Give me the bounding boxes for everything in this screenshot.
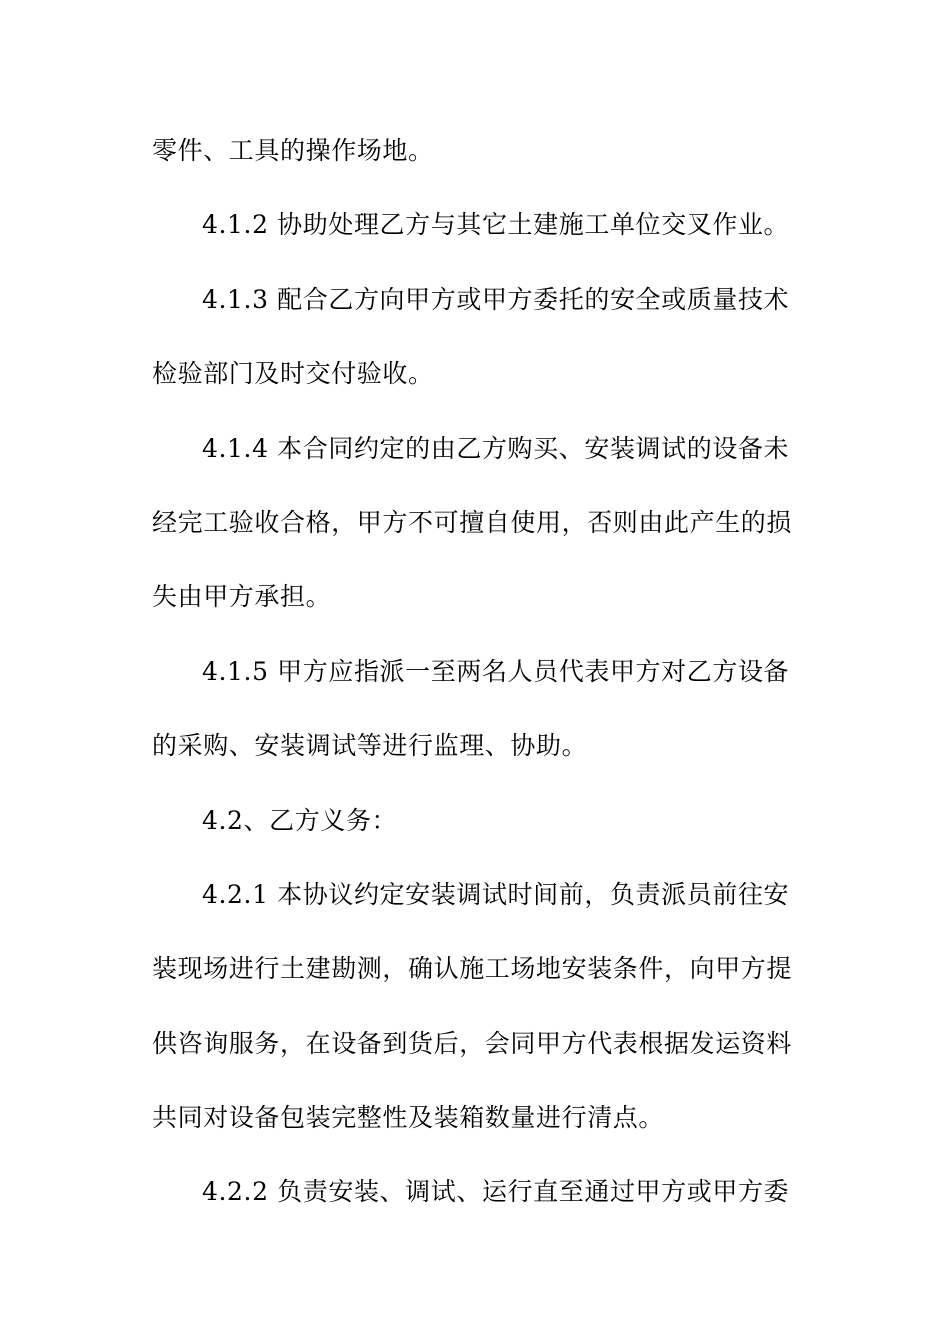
clause-4-1-4-end: 失由甲方承担。 bbox=[152, 582, 332, 612]
clause-4-2-1: 4.2.1 本协议约定安装调试时间前，负责派员前往安 bbox=[202, 879, 790, 909]
clause-4-1-3: 4.1.3 配合乙方向甲方或甲方委托的安全或质量技术 bbox=[202, 284, 790, 314]
document-body bbox=[152, 128, 792, 1244]
clause-4-2-2: 4.2.2 负责安装、调试、运行直至通过甲方或甲方委 bbox=[202, 1177, 790, 1207]
clause-4-1-4-continued: 经完工验收合格，甲方不可擅自使用，否则由此产生的损 bbox=[152, 507, 793, 537]
clause-4-1-4: 4.1.4 本合同约定的由乙方购买、安装调试的设备未 bbox=[202, 433, 790, 463]
clause-4-2-1-end: 共同对设备包装完整性及装箱数量进行清点。 bbox=[152, 1103, 665, 1133]
clause-4-1-5: 4.1.5 甲方应指派一至两名人员代表甲方对乙方设备 bbox=[202, 656, 790, 686]
clause-4-2-1-continued: 装现场进行土建勘测，确认施工场地安装条件，向甲方提 bbox=[152, 954, 793, 984]
clause-4-1-3-continued: 检验部门及时交付验收。 bbox=[152, 359, 434, 389]
clause-4-1-5-continued: 的采购、安装调试等进行监理、协助。 bbox=[152, 731, 588, 761]
clause-4-1-2: 4.1.2 协助处理乙方与其它土建施工单位交叉作业。 bbox=[202, 210, 790, 240]
clause-4-2-1-continued-2: 供咨询服务，在设备到货后，会同甲方代表根据发运资料 bbox=[152, 1028, 793, 1058]
section-4-2-heading: 4.2、乙方义务： bbox=[202, 805, 398, 835]
text-line-continuation: 零件、工具的操作场地。 bbox=[152, 136, 434, 165]
